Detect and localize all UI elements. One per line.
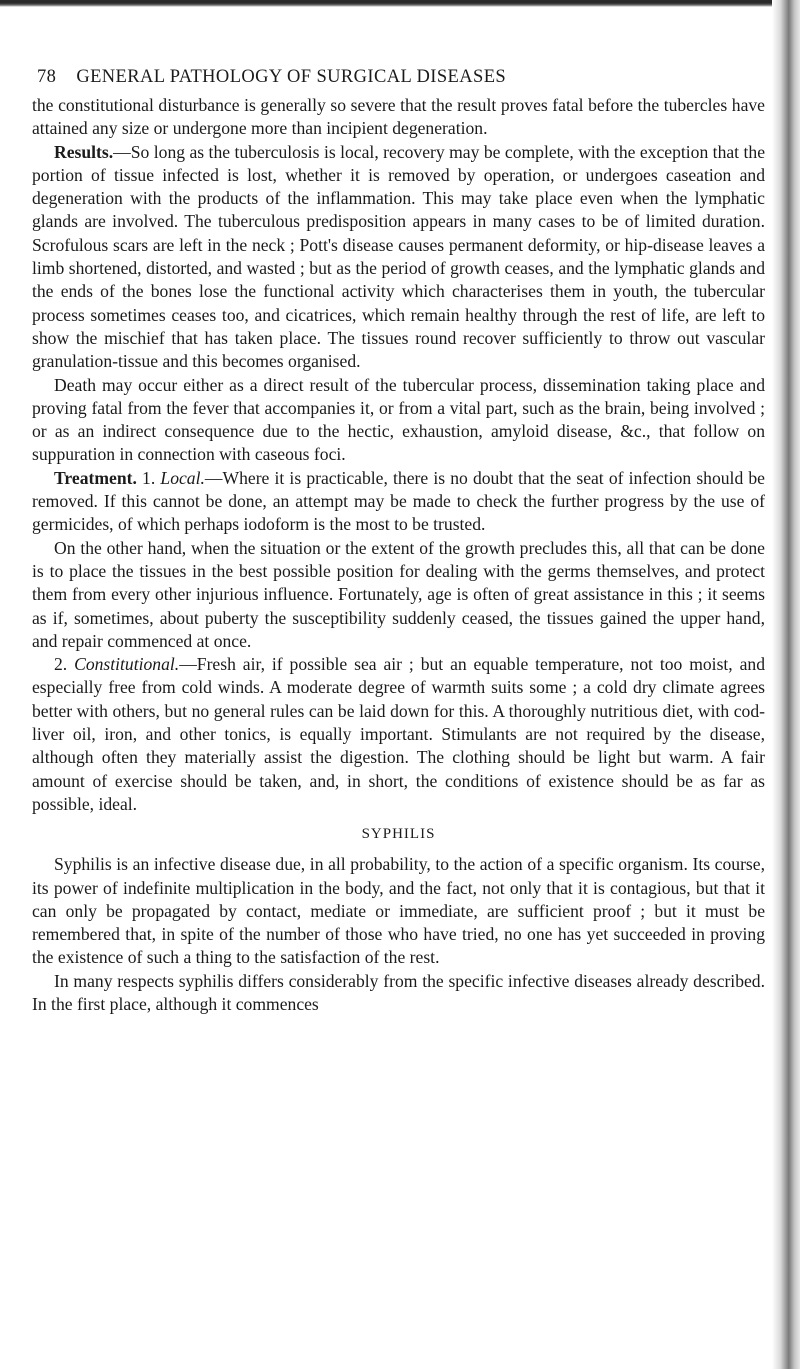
subheading-local: Local. bbox=[160, 467, 205, 488]
top-edge-rule bbox=[0, 0, 800, 7]
subheading-constitutional: Constitutional. bbox=[74, 654, 180, 675]
paragraph-results bbox=[32, 141, 765, 374]
paragraph-other-hand bbox=[32, 537, 765, 653]
paragraph-text: Syphilis is an infective disease due, in all probability, to the action of a specific organism. Its course, its power of indefinite multiplication in the body, and the fact, not only that it is contagious, but that it can only be propagated by contact, mediate or immediate, are sufficient proof ; but it must be remembered that, in spite of the number of those who have tried, no one has yet succeeded in proving the existence of such a thing to the satisfaction of the rest. bbox=[32, 854, 765, 968]
running-title: GENERAL PATHOLOGY OF SURGICAL DISEASES bbox=[76, 67, 507, 87]
paragraph-continued bbox=[32, 94, 765, 141]
paragraph-syphilis-intro bbox=[32, 853, 765, 969]
paragraph-text: On the other hand, when the situation or the extent of the growth precludes this, all that can be done is to place the tissues in the best possible position for dealing with the germs themselves, and protect them from every other injurious influence. Fortunately, age is often of great assistance in this ; it seems as if, sometimes, about puberty the susceptibility suddenly ceased, the tissues gained the upper hand, and repair commenced at once. bbox=[32, 537, 765, 651]
paragraph-death bbox=[32, 374, 765, 467]
paragraph-text: —Fresh air, if possible sea air ; but an equable temperature, not too moist, and especially free from cold winds. A moderate degree of warmth suits some ; a cold dry climate agrees better with others, but no general rules can be laid down for this. A thoroughly nutritious diet, with cod-liver oil, iron, and other tonics, is equally important. Stimulants are not required by the disease, although often they materially assist the digestion. The clothing should be light but warm. A fair amount of exercise should be taken, and, in short, the conditions of existence should be as far as possible, ideal. bbox=[32, 654, 765, 814]
book-page bbox=[32, 14, 765, 1364]
run-in-heading-results: Results. bbox=[54, 141, 114, 162]
page-binding-edge bbox=[772, 0, 800, 1369]
list-number-2: 2. bbox=[54, 654, 75, 675]
paragraph-syphilis-differs bbox=[32, 970, 765, 1017]
paragraph-text: —So long as the tuberculosis is local, recovery may be complete, with the exception that the portion of tissue infected is lost, whether it is removed by operation, or undergoes caseation and degeneration with the products of the inflammation. This may take place even when the lymphatic glands are involved. The tuberculous predisposition appears in many cases to be of limited duration. Scrofulous scars are left in the neck ; Pott's disease causes permanent deformity, or hip-disease leaves a limb shortened, distorted, and wasted ; but as the period of growth ceases, and the lymphatic glands and the ends of the bones lose the functional activity which characterises them in youth, the tubercular process sometimes ceases too, and cicatrices, which remain healthy through the rest of life, are left to show the mischief that has taken place. The tissues round recover sufficiently to throw out vascular granulation-tissue and this becomes organised. bbox=[32, 141, 765, 372]
section-heading-syphilis: SYPHILIS bbox=[361, 826, 436, 843]
list-number-1: 1. bbox=[136, 467, 161, 488]
paragraph-text: Death may occur either as a direct result of the tubercular process, dissemination taking place and proving fatal from the fever that accompanies it, or from a vital part, such as the brain, being involved ; or as an indirect consequence due to the hectic, exhaustion, amyloid disease, &c., that follow on suppuration in connection with caseous foci. bbox=[32, 374, 765, 465]
run-in-heading-treatment: Treatment. bbox=[54, 467, 137, 488]
paragraph-text: In many respects syphilis differs considerably from the specific infective diseases already described. In the first place, although it commences bbox=[32, 970, 765, 1014]
page-number: 78 bbox=[37, 67, 57, 87]
paragraph-constitutional bbox=[32, 653, 765, 816]
page-header bbox=[32, 14, 765, 94]
paragraph-treatment bbox=[32, 467, 765, 537]
paragraph-text: —Where it is practicable, there is no doubt that the seat of infection should be removed. If this cannot be done, an attempt may be made to check the further progress by the use of germicides, of which perhaps iodoform is the most to be trusted. bbox=[32, 467, 765, 535]
paragraph-text: the constitutional disturbance is generally so severe that the result proves fatal before the tubercles have attained any size or undergone more than incipient degeneration. bbox=[32, 95, 765, 139]
